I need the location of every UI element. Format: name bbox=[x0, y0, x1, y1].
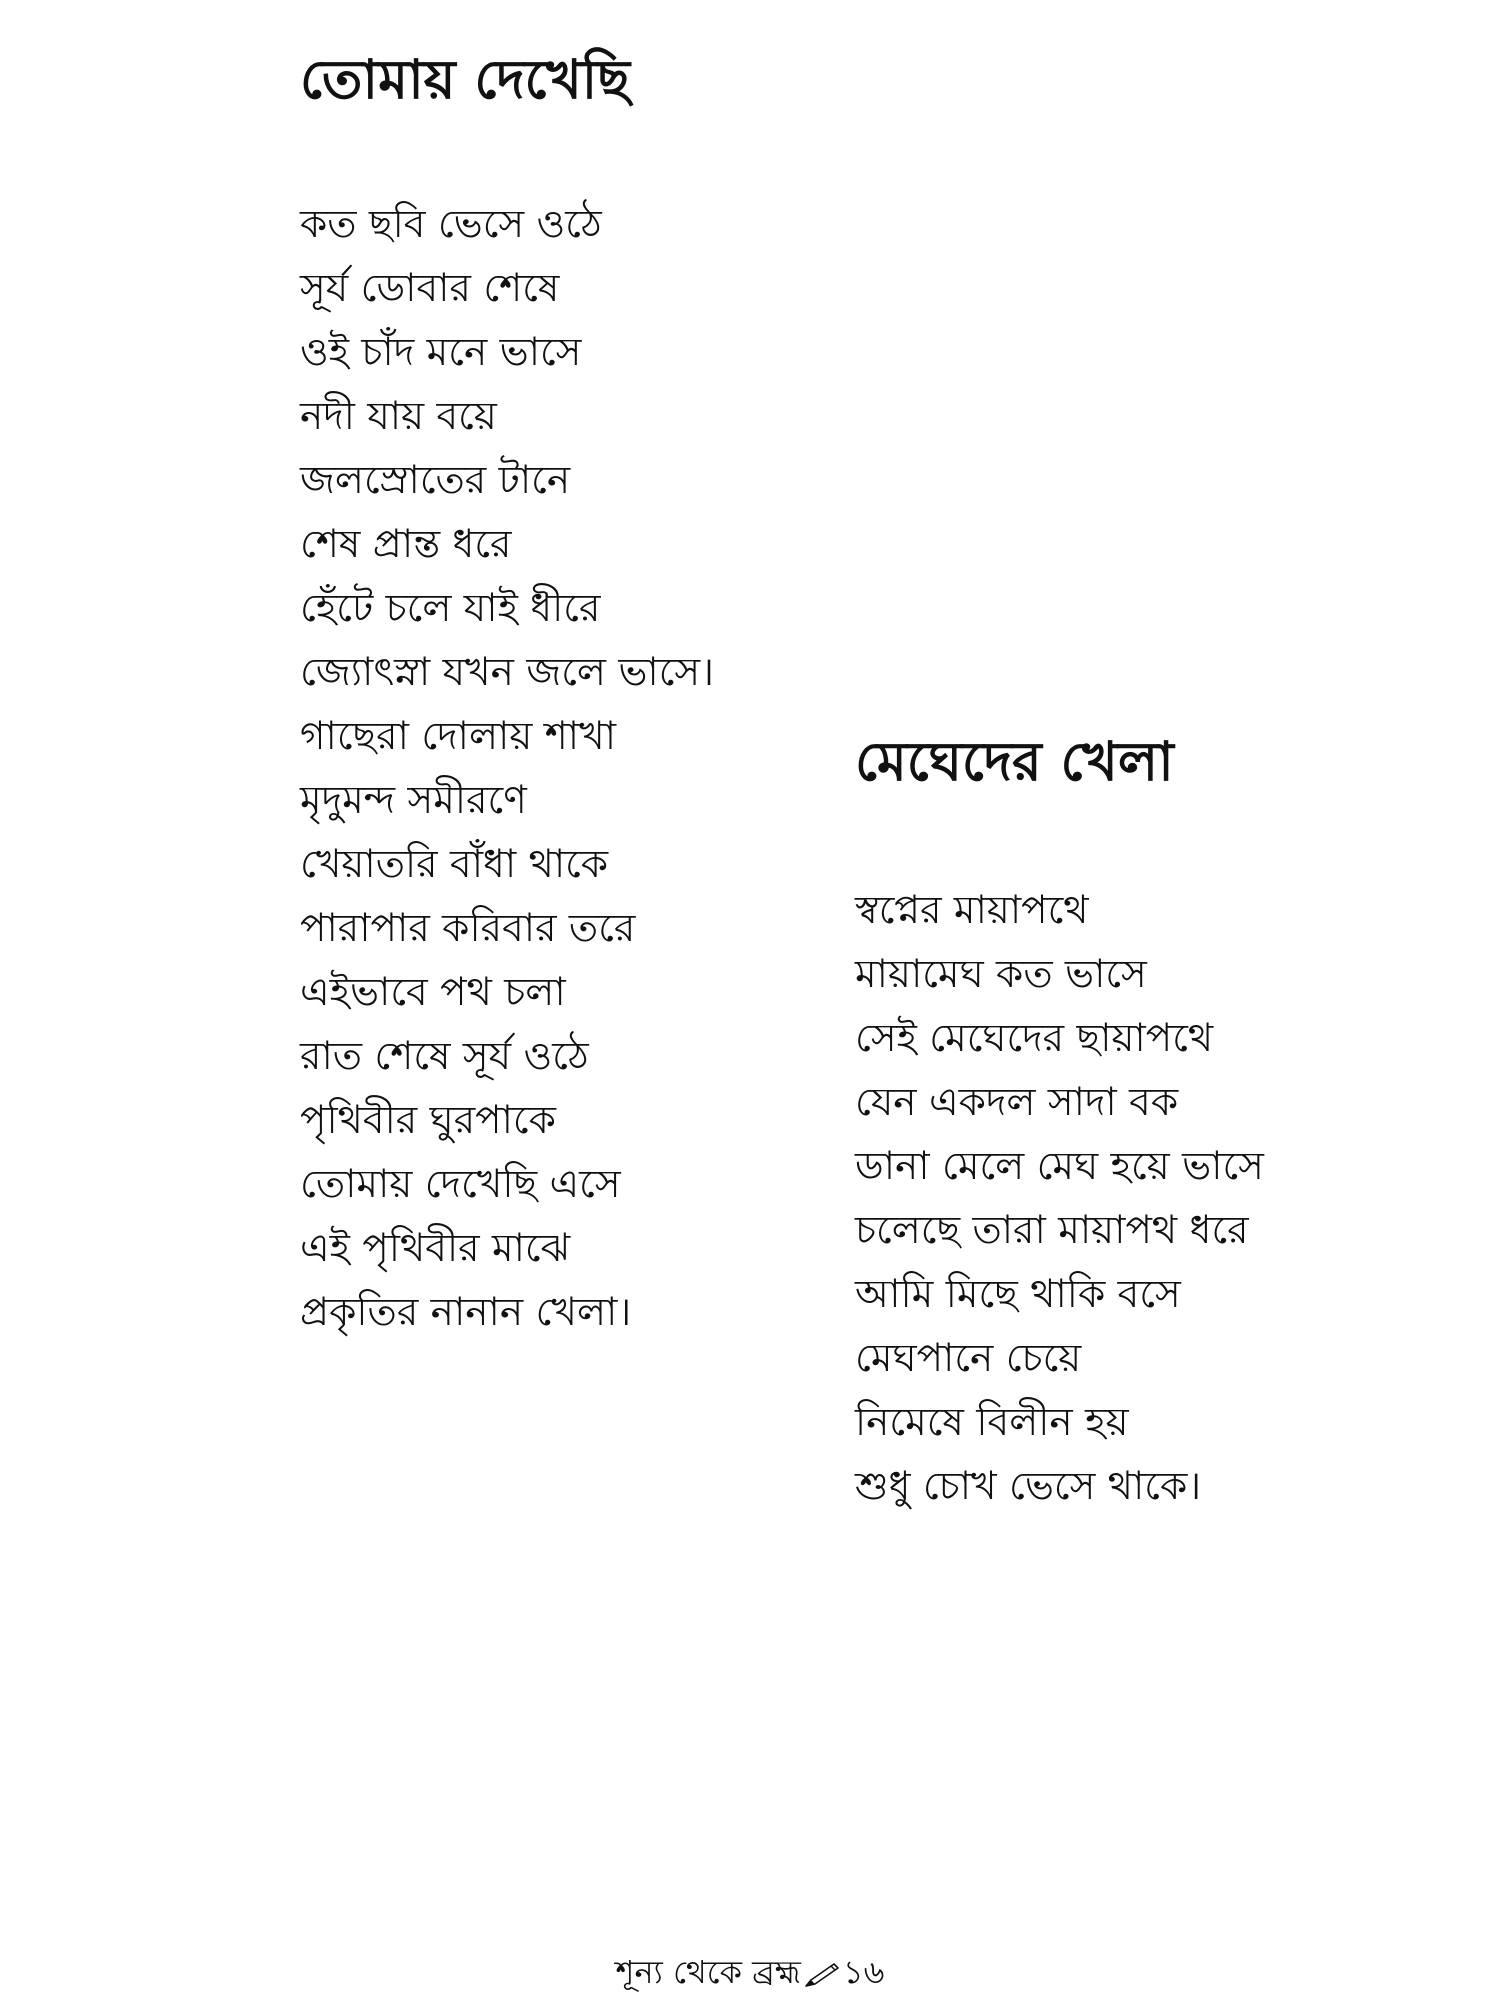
poem-line: গাছেরা দোলায় শাখা bbox=[300, 713, 617, 759]
book-title: শূন্য থেকে ব্রহ্ম bbox=[615, 1953, 801, 1991]
pen-icon bbox=[803, 1958, 841, 1986]
poem-line: এই পৃথিবীর মাঝে bbox=[300, 1225, 571, 1271]
poem-line: পারাপার করিবার তরে bbox=[300, 905, 636, 951]
poem-line: মায়ামেঘ কত ভাসে bbox=[855, 951, 1147, 997]
poem-line: নদী যায় বয়ে bbox=[300, 393, 497, 439]
poem-line: খেয়াতরি বাঁধা থাকে bbox=[300, 841, 609, 887]
poem-line: চলেছে তারা মায়াপথ ধরে bbox=[855, 1207, 1249, 1253]
poem-line: শেষ প্রান্ত ধরে bbox=[300, 521, 512, 567]
poem-line: রাত শেষে সূর্য ওঠে bbox=[300, 1033, 589, 1079]
poem-line: জলস্রোতের টানে bbox=[300, 457, 571, 503]
poem-title: মেঘেদের খেলা bbox=[855, 730, 1174, 793]
poem-line: প্রকৃতির নানান খেলা। bbox=[300, 1289, 632, 1335]
poem-line: কত ছবি ভেসে ওঠে bbox=[300, 201, 602, 247]
poem-line: তোমায় দেখেছি এসে bbox=[300, 1161, 621, 1207]
poem-line: নিমেষে বিলীন হয় bbox=[855, 1399, 1129, 1445]
poem-lines bbox=[855, 879, 1264, 1519]
poem-line: যেন একদল সাদা বক bbox=[855, 1079, 1179, 1125]
poem-line: স্বপ্নের মায়াপথে bbox=[855, 887, 1089, 933]
poem-line: শুধু চোখ ভেসে থাকে। bbox=[855, 1463, 1202, 1509]
poem-line: জ্যোৎস্না যখন জলে ভাসে। bbox=[300, 649, 715, 695]
poem-toomay-dekhechi bbox=[300, 48, 714, 1345]
poem-title: তোমায় দেখেছি bbox=[300, 48, 630, 111]
poem-line: সেই মেঘেদের ছায়াপথে bbox=[855, 1015, 1214, 1061]
poem-line: মৃদুমন্দ সমীরণে bbox=[300, 777, 527, 823]
page-number: ১৬ bbox=[842, 1953, 885, 1991]
poem-line: ডানা মেলে মেঘ হয়ে ভাসে bbox=[855, 1143, 1264, 1189]
poem-line: হেঁটে চলে যাই ধীরে bbox=[300, 585, 601, 631]
poem-line: ওই চাঁদ মনে ভাসে bbox=[300, 329, 582, 375]
poem-lines bbox=[300, 193, 714, 1345]
poem-line: পৃথিবীর ঘুরপাকে bbox=[300, 1097, 556, 1143]
poem-line: মেঘপানে চেয়ে bbox=[855, 1335, 1082, 1381]
poem-meghेder-khela bbox=[855, 730, 1264, 1519]
poem-line: এইভাবে পথ চলা bbox=[300, 969, 566, 1015]
page-footer bbox=[0, 1950, 1500, 1992]
poem-line: সূর্য ডোবার শেষে bbox=[300, 265, 560, 311]
poem-line: আমি মিছে থাকি বসে bbox=[855, 1271, 1181, 1317]
